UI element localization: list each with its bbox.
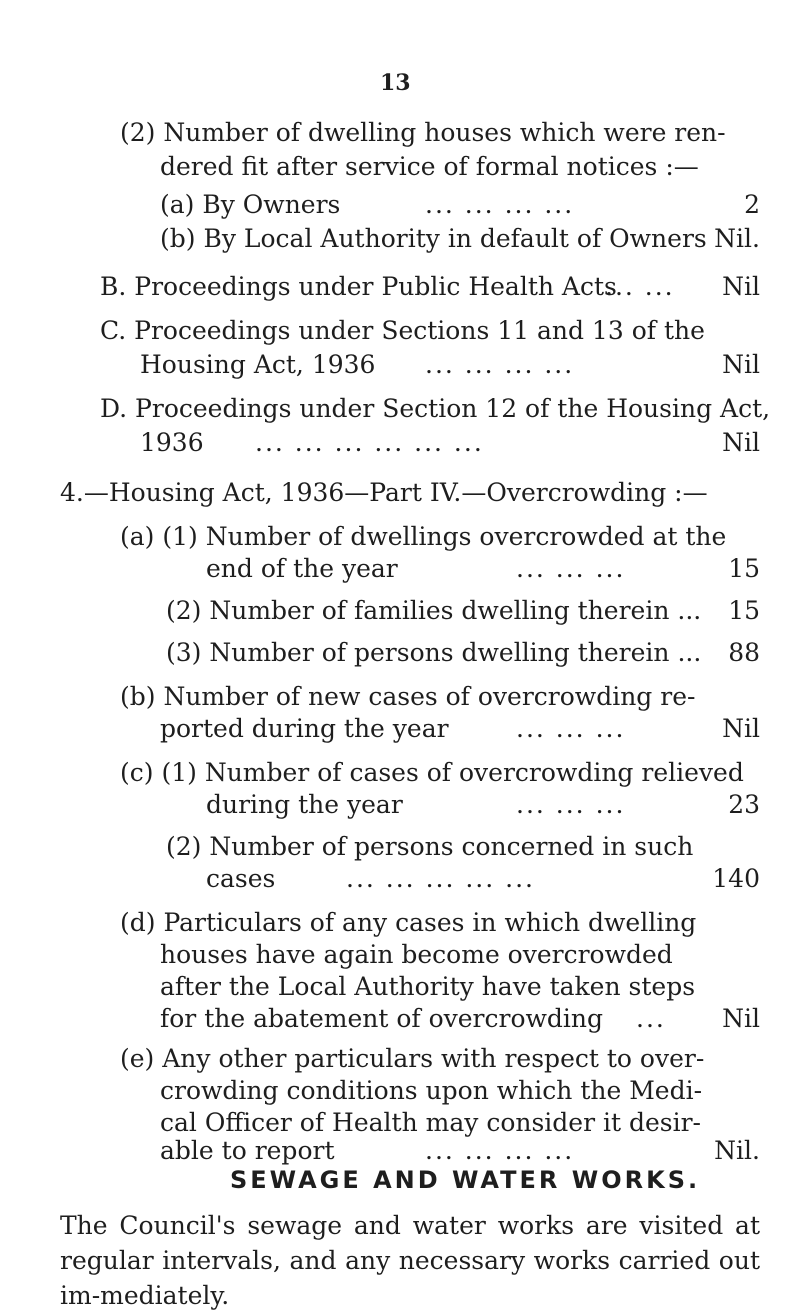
section4-d-line3: after the Local Authority have taken steps [160,972,696,1001]
section4-a-line1: (a) (1) Number of dwellings overcrowded at the [120,522,727,551]
page-number: 13 [380,70,411,96]
section4-d-value: Nil [722,1004,760,1033]
section4-a-value2: 15 [728,596,760,625]
section4-c-sub2-line1: (2) Number of persons concerned in such [166,832,694,861]
section4-c-value1: 23 [728,790,760,819]
proceedings-c-leader: ... ... ... ... [425,350,575,379]
section4-c-line2: during the year [206,790,403,819]
section2-item-a-value: 2 [744,190,760,219]
proceedings-c-line2: Housing Act, 1936 [140,350,376,379]
proceedings-c-value: Nil [722,350,760,379]
section4-d-line1: (d) Particulars of any cases in which dwelling [120,908,697,937]
section4-b-leader: ... ... ... [516,714,626,743]
section2-heading-line1: (2) Number of dwelling houses which were ren- [120,118,726,147]
proceedings-d-line1: D. Proceedings under Section 12 of the Housing Act, [100,394,771,423]
sewage-paragraph: The Council's sewage and water works are visited at regular intervals, and any necessary works carried out im-mediately. [60,1211,760,1310]
section4-a-value3: 88 [728,638,760,667]
proceedings-b-leader: ... ... [605,272,675,301]
section4-b-value: Nil [722,714,760,743]
section4-c-sub2-leader: ... ... ... ... ... [346,864,535,893]
section4-a-sub3: (3) Number of persons dwelling therein ... [166,638,702,667]
proceedings-d-line2: 1936 [140,428,204,457]
section4-e-leader: ... ... ... ... [425,1136,575,1165]
section4-a-line2: end of the year [206,554,398,583]
section4-a-sub2: (2) Number of families dwelling therein ... [166,596,702,625]
section4-heading: 4.—Housing Act, 1936—Part IV.—Overcrowding :— [60,478,708,507]
section4-e-value: Nil. [714,1136,760,1165]
section4-a-value1: 15 [728,554,760,583]
section4-d-line4: for the abatement of overcrowding [160,1004,604,1033]
sewage-heading: SEWAGE AND WATER WORKS. [230,1166,701,1194]
section4-b-line1: (b) Number of new cases of overcrowding re- [120,682,696,711]
section4-a-leader: ... ... ... [516,554,626,583]
section2-item-b-value: Nil. [714,224,760,253]
section4-c-leader: ... ... ... [516,790,626,819]
section4-c-sub2-line2: cases [206,864,276,893]
section4-c-line1: (c) (1) Number of cases of overcrowding relieved [120,758,744,787]
section2-heading-line2: dered fit after service of formal notices :— [160,152,699,181]
section4-e-line2: crowding conditions upon which the Medi- [160,1076,703,1105]
section4-d-leader: ... [636,1004,666,1033]
section4-b-line2: ported during the year [160,714,449,743]
section4-c-value2: 140 [712,864,760,893]
section2-item-a-leader: ... ... ... ... [425,190,575,219]
section4-e-line1: (e) Any other particulars with respect to over- [120,1044,705,1073]
proceedings-d-value: Nil [722,428,760,457]
section2-item-a-label: (a) By Owners [160,190,341,219]
section4-d-line2: houses have again become overcrowded [160,940,673,969]
proceedings-c-line1: C. Proceedings under Sections 11 and 13 of the [100,316,705,345]
proceedings-b-line1: B. Proceedings under Public Health Acts [100,272,617,301]
proceedings-d-leader: ... ... ... ... ... ... [255,428,484,457]
section4-e-line4: able to report [160,1136,335,1165]
section2-item-b-label: (b) By Local Authority in default of Owners [160,224,707,253]
proceedings-b-value: Nil [722,272,760,301]
section4-e-line3: cal Officer of Health may consider it desir- [160,1108,702,1137]
